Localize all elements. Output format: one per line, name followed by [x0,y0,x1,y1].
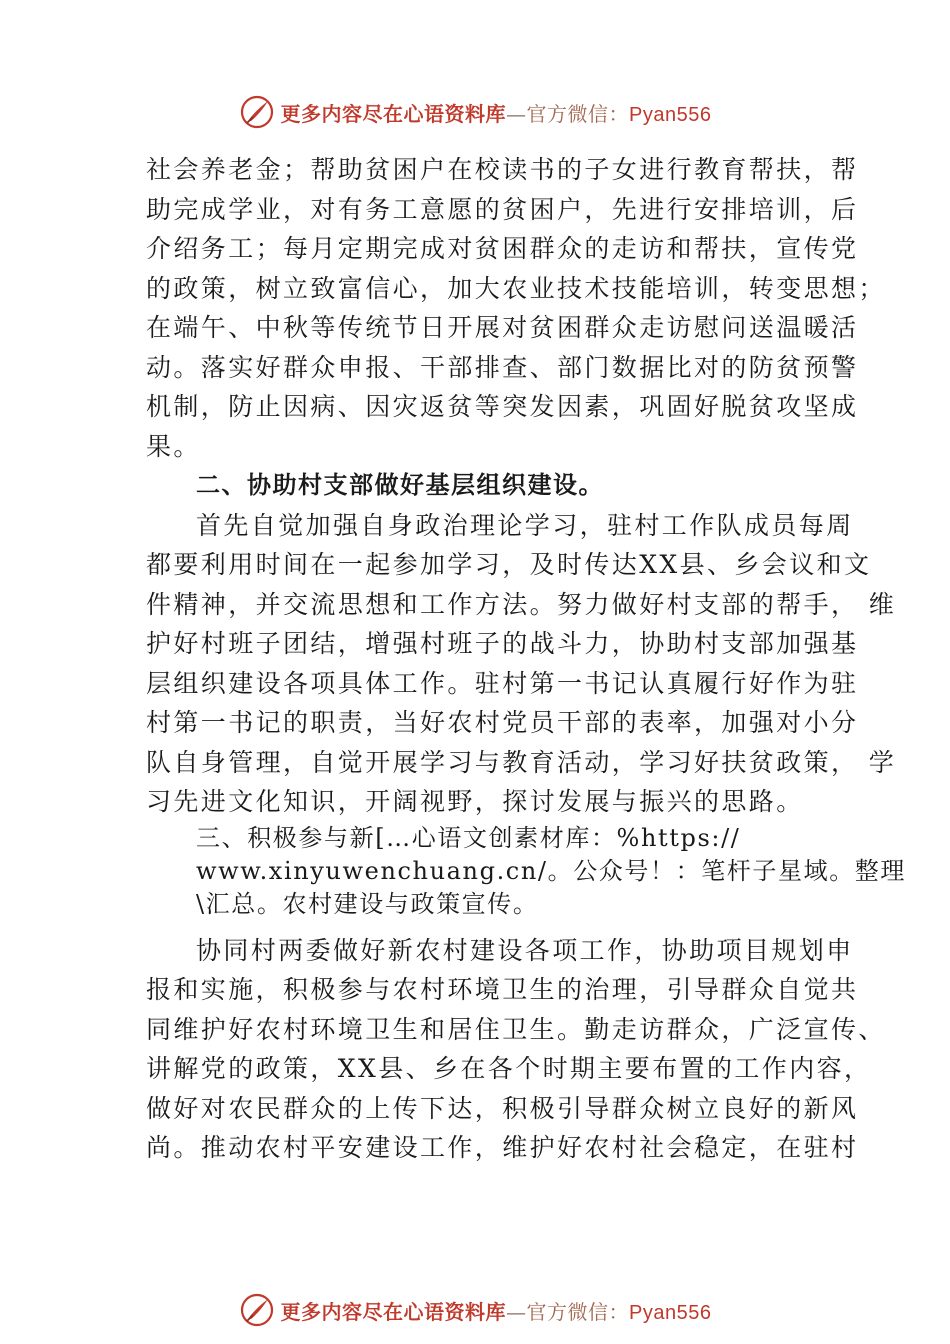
header-banner [0,92,950,132]
text-line: 都要利用时间在一起参加学习，及时传达XX县、乡会议和文 [146,550,872,579]
document-body [146,150,906,1168]
section-heading-3 [146,822,906,921]
text-line: 讲解党的政策，XX县、乡在各个时期主要布置的工作内容， [146,1054,872,1083]
text-line: 护好村班子团结，增强村班子的战斗力，协助村支部加强基 [146,629,859,658]
banner-main-text: 更多内容尽在心语资料库 [280,1299,507,1324]
banner-main-text: 更多内容尽在心语资料库 [280,101,507,126]
banner-separator: — [506,1299,527,1324]
text-line: 件精神，并交流思想和工作方法。努力做好村支部的帮手， 维 [146,589,897,619]
footer-banner-inner [239,1292,712,1328]
text-line: 果。 [146,431,201,461]
text-line: 助完成学业，对有务工意愿的贫困户，先进行安排培训，后 [146,194,859,224]
text-line: 动。落实好群众申报、干部排查、部门数据比对的防贫预警 [146,352,859,382]
text-line: 在端午、中秋等传统节日开展对贫困群众走访慰问送温暖活 [146,313,859,342]
footer-banner [0,1290,950,1330]
text-line: 同维护好农村环境卫生和居住卫生。勤走访群众，广泛宣传、 [146,1014,886,1044]
text-line: 三、积极参与新[…心语文创素材库：%https:// [196,823,741,852]
paragraph-1 [146,150,886,466]
banner-wechat-label: 官方微信： [526,1299,630,1324]
section-heading-2: 二、协助村支部做好基层组织建设。 [196,471,604,499]
text-line: 首先自觉加强自身政治理论学习，驻村工作队成员每周 [196,510,854,540]
text-line: 层组织建设各项具体工作。驻村第一书记认真履行好作为驻 [146,668,859,698]
text-line: 村第一书记的职责，当好农村党员干部的表率，加强对小分 [146,708,859,737]
text-line: 的政策，树立致富信心，加大农业技术技能培训，转变思想； [146,273,886,303]
text-line: 报和实施，积极参与农村环境卫生的治理，引导群众自觉共 [146,975,859,1004]
banner-text [281,1296,712,1325]
spacer [146,921,846,931]
quill-seal-icon [239,94,275,130]
text-line: 社会养老金；帮助贫困户在校读书的子女进行教育帮扶，帮 [146,155,859,184]
text-line: \汇总。农村建设与政策宣传。 [196,889,539,918]
text-line: 介绍务工；每月定期完成对贫困群众的走访和帮扶，宣传党 [146,234,859,263]
text-line: 队自身管理，自觉开展学习与教育活动，学习好扶贫政策， 学 [146,747,897,777]
text-line: 尚。推动农村平安建设工作，维护好农村社会稳定，在驻村 [146,1133,859,1162]
banner-text [281,98,712,127]
text-line: 做好对农民群众的上传下达，积极引导群众树立良好的新风 [146,1093,859,1123]
text-line: 机制，防止因病、因灾返贫等突发因素，巩固好脱贫攻坚成 [146,392,859,421]
text-line: www.xinyuwenchuang.cn/。公众号！：笔杆子星域。整理 [196,856,906,885]
text-line: 习先进文化知识，开阔视野，探讨发展与振兴的思路。 [146,787,804,816]
banner-wechat-id: Pyan556 [629,1301,712,1324]
paragraph-3 [146,931,886,1168]
banner-wechat-label: 官方微信： [526,101,630,126]
text-line: 协同村两委做好新农村建设各项工作，协助项目规划申 [196,935,854,965]
header-banner-inner [239,94,712,130]
banner-separator: — [506,101,527,126]
quill-seal-icon [239,1292,275,1328]
banner-wechat-id: Pyan556 [629,103,712,126]
paragraph-2 [146,506,897,822]
